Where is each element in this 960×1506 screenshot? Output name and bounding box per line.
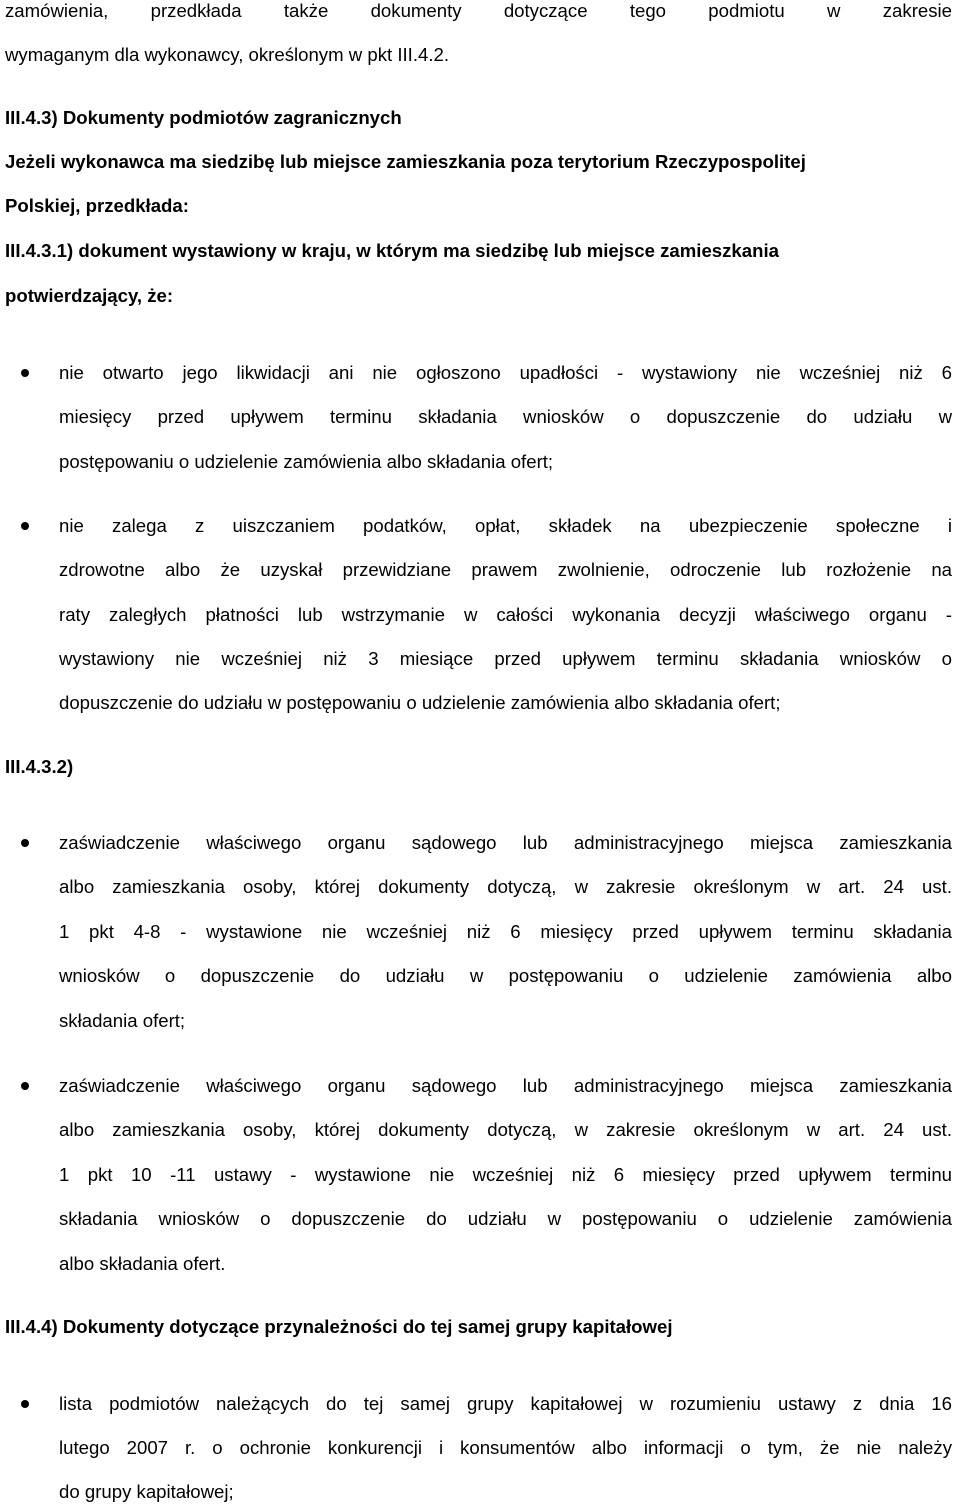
section-4332-b1-line-1: zaświadczenie właściwego organu sądowego lub administracyjnego miejsca zamieszkania bbox=[59, 832, 952, 853]
section-434-b1-line-3: do grupy kapitałowej; bbox=[59, 1481, 234, 1502]
section-434-b1-line-1: lista podmiotów należących do tej samej grupy kapitałowej w rozumieniu ustawy z dnia 16 bbox=[59, 1393, 952, 1414]
section-4331-b1-line-3: postępowaniu o udzielenie zamówienia albo składania ofert; bbox=[59, 451, 554, 472]
section-433-intro-line-2: Polskiej, przedkłada: bbox=[5, 195, 189, 216]
section-4332-b2-line-3: 1 pkt 10 -11 ustawy - wystawione nie wcześniej niż 6 miesięcy przed upływem terminu bbox=[59, 1164, 952, 1185]
section-434-heading: III.4.4) Dokumenty dotyczące przynależności do tej samej grupy kapitałowej bbox=[5, 1316, 673, 1337]
section-4331-b2-line-5: dopuszczenie do udziału w postępowaniu o udzielenie zamówienia albo składania ofert; bbox=[59, 692, 781, 713]
section-4332-b1-line-3: 1 pkt 4-8 - wystawione nie wcześniej niż 6 miesięcy przed upływem terminu składania bbox=[59, 921, 952, 942]
section-434-b1-line-2: lutego 2007 r. o ochronie konkurencji i konsumentów albo informacji o tym, że nie należy bbox=[59, 1437, 952, 1458]
section-4332-heading: III.4.3.2) bbox=[5, 756, 74, 777]
section-4332-b1-line-2: albo zamieszkania osoby, której dokumenty dotyczą, w zakresie określonym w art. 24 ust. bbox=[59, 876, 952, 897]
section-4332-b2-line-4: składania wniosków o dopuszczenie do udziału w postępowaniu o udzielenie zamówienia bbox=[59, 1208, 952, 1229]
bullet-icon bbox=[21, 1082, 29, 1090]
bullet-icon bbox=[21, 522, 29, 530]
section-4332-b1-line-4: wniosków o dopuszczenie do udziału w postępowaniu o udzielenie zamówienia albo bbox=[59, 965, 952, 986]
intro-line-1: zamówienia, przedkłada także dokumenty dotyczące tego podmiotu w zakresie bbox=[5, 0, 952, 21]
section-4332-b2-line-1: zaświadczenie właściwego organu sądowego lub administracyjnego miejsca zamieszkania bbox=[59, 1075, 952, 1096]
section-4332-b1-line-5: składania ofert; bbox=[59, 1010, 186, 1031]
intro-line-2: wymaganym dla wykonawcy, określonym w pkt III.4.2. bbox=[5, 44, 449, 65]
section-433-intro-line-1: Jeżeli wykonawca ma siedzibę lub miejsce zamieszkania poza terytorium Rzeczypospolitej bbox=[5, 151, 806, 172]
section-4332-b2-line-2: albo zamieszkania osoby, której dokumenty dotyczą, w zakresie określonym w art. 24 ust. bbox=[59, 1119, 952, 1140]
section-433-heading: III.4.3) Dokumenty podmiotów zagranicznych bbox=[5, 107, 402, 128]
section-4331-b2-line-3: raty zaległych płatności lub wstrzymanie w całości wykonania decyzji właściwego organu - bbox=[59, 604, 952, 625]
section-4331-b1-line-1: nie otwarto jego likwidacji ani nie ogłoszono upadłości - wystawiony nie wcześniej niż 6 bbox=[59, 362, 952, 383]
bullet-icon bbox=[21, 369, 29, 377]
section-4331-b2-line-4: wystawiony nie wcześniej niż 3 miesiące przed upływem terminu składania wniosków o bbox=[59, 648, 952, 669]
section-4332-b2-line-5: albo składania ofert. bbox=[59, 1253, 226, 1274]
bullet-icon bbox=[21, 1400, 29, 1408]
bullet-icon bbox=[21, 839, 29, 847]
section-4331-heading-line-1: III.4.3.1) dokument wystawiony w kraju, w którym ma siedzibę lub miejsce zamieszkania bbox=[5, 240, 779, 261]
section-4331-heading-line-2: potwierdzający, że: bbox=[5, 285, 174, 306]
section-4331-b2-line-1: nie zalega z uiszczaniem podatków, opłat, składek na ubezpieczenie społeczne i bbox=[59, 515, 952, 536]
section-4331-b1-line-2: miesięcy przed upływem terminu składania wniosków o dopuszczenie do udziału w bbox=[59, 406, 952, 427]
section-4331-b2-line-2: zdrowotne albo że uzyskał przewidziane prawem zwolnienie, odroczenie lub rozłożenie na bbox=[59, 559, 952, 580]
